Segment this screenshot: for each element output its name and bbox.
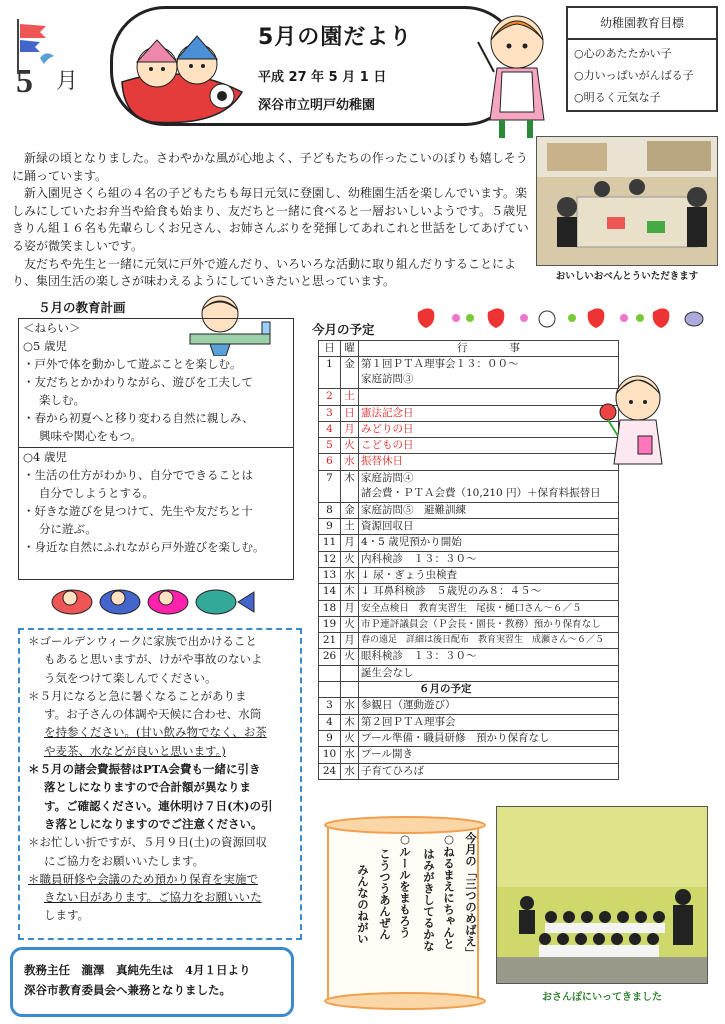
notice-line: します。 [44, 908, 90, 923]
notices-text [28, 632, 296, 925]
header-day: 日 [319, 341, 341, 357]
scroll-line: みんなのねがい [356, 864, 370, 945]
scroll-line: ○ねるまえにちゃんと [442, 832, 456, 950]
table-row [319, 454, 619, 470]
cell-event [359, 357, 619, 389]
cell-day: 4 [319, 714, 341, 730]
notice-line: 落としになりますので合計額が異なりま [44, 780, 251, 795]
cell-dow: 日 [341, 405, 359, 421]
table-row [319, 616, 619, 632]
cell-event: プール準備・職員研修 預かり保育なし [359, 730, 619, 746]
lunch-photo-caption: おいしいおべんとういただきます [555, 271, 699, 282]
cell-dow: 水 [341, 763, 359, 779]
kids-koinobori-illustration [112, 22, 252, 132]
three-sprouts-text [332, 832, 482, 1002]
cell-dow: 月 [341, 535, 359, 551]
walk-group-photo [496, 806, 708, 984]
schedule-heading: 今月の予定 [312, 322, 375, 337]
notice-line: ＊５月の諸会費振替はPTA会費も一緒に引き [28, 762, 261, 777]
event-line: 諸会費・ＰＴＡ会費（10,210 円）＋保育料振替日 [361, 486, 601, 499]
table-row [319, 567, 619, 583]
cell-event: 参観日（運動遊び） [359, 698, 619, 714]
walk-photo-caption: おさんぽにいってきました [542, 992, 662, 1003]
cell-event: 第２回ＰＴＡ理事会 [359, 714, 619, 730]
cell-event: 資源回収日 [359, 519, 619, 535]
notice-line: にご協力をお願いいたします。 [44, 853, 205, 868]
cell-dow: 土 [341, 389, 359, 405]
cell-event: 憲法記念日 [359, 405, 619, 421]
notice-line: きない日があります。ご協力をお願いいた [44, 890, 262, 905]
cell-day: 8 [319, 502, 341, 518]
cell-dow: 月 [341, 600, 359, 616]
notice-line: す。ご確認ください。連休明け７日(木)の引 [44, 798, 273, 813]
cell-dow: 木 [341, 584, 359, 600]
cell-event: 安全点検日 教育実習生 尾抜・樋口さん〜６／５ [359, 600, 619, 616]
goal-item: ○心のあたたかい子 [574, 47, 672, 60]
cell-day: 26 [319, 649, 341, 665]
cell-dow: 火 [341, 730, 359, 746]
notice-line: ＊５月になると急に暑くなることがありま [28, 688, 247, 703]
cell-day: 7 [319, 470, 341, 502]
cell-day: 10 [319, 747, 341, 763]
education-plan-box [18, 318, 294, 580]
cell-event: 子育てひろば [359, 763, 619, 779]
cell-dow: 金 [341, 502, 359, 518]
cell-day: 24 [319, 763, 341, 779]
cell-dow: 月 [341, 633, 359, 649]
cell-dow: 金 [341, 357, 359, 389]
cell-day: 9 [319, 730, 341, 746]
notice-line: や麦茶、水などが良いと思います。) [44, 743, 226, 758]
plan-line: ・好きな遊びを見つけて、先生や友だちと十 [23, 504, 253, 518]
june-heading-row [319, 682, 619, 698]
girl-waving-illustration [472, 2, 562, 142]
cell-event: 誕生会なし [359, 665, 619, 681]
cell-event: プール開き [359, 747, 619, 763]
cell-event [359, 389, 619, 405]
notice-line: を持参ください。(甘い飲み物でなく、お茶 [44, 725, 267, 740]
event-line: 家庭訪問④ [361, 471, 414, 484]
cell-event: 内科検診 １３：３０〜 [359, 551, 619, 567]
plan-line: ・生活の仕方がわかり、自分でできることは [23, 468, 253, 482]
cell-day: 19 [319, 616, 341, 632]
cell-dow: 水 [341, 698, 359, 714]
cell-day: 3 [319, 405, 341, 421]
cell-day: 18 [319, 600, 341, 616]
month-logo [10, 14, 100, 99]
plan-line: ○5 歳児 [23, 339, 68, 353]
notice-line: もあると思いますが、けがや事故のないよ [44, 652, 263, 667]
cell-day: 21 [319, 633, 341, 649]
intro-paragraph: 友だちや先生と一緒に元気に戸外で遊んだり、いろいろな活動に取り組んだりすることにより、集団生活の楽しさが味わえるようにしていきたいと思っています。 [12, 256, 517, 289]
cell-event: 眼科検診 １３：３０〜 [359, 649, 619, 665]
table-row [319, 665, 619, 681]
table-row [319, 747, 619, 763]
table-row [319, 519, 619, 535]
event-line: 家庭訪問③ [361, 373, 414, 386]
header-dow: 曜 [341, 341, 359, 357]
cell-day [319, 665, 341, 681]
cell-dow: 水 [341, 454, 359, 470]
table-header-row [319, 341, 619, 357]
girl-with-flower-illustration [594, 364, 674, 474]
cell-dow: 火 [341, 551, 359, 567]
intro-paragraph: 新入園児さくら組の４名の子どもたちも毎日元気に登園し、幼稚園生活を楽しんでいます。楽しみにしていたお弁当や給食も始まり、友だちと一緒に食べると一層おいしいようです。５歳児きりん組１６名も先輩らしくお兄さん、お姉さんぶりを発揮してあれこれと世話をしてあげている姿が微笑ましいです。 [12, 186, 529, 253]
cell-event: ↓ 耳鼻科検診 ５歳児のみ８：４５〜 [359, 584, 619, 600]
cell-dow: 月 [341, 421, 359, 437]
cell-day: 1 [319, 357, 341, 389]
table-row [319, 535, 619, 551]
notice-line: ＊ゴールデンウィークに家族で出かけること [28, 634, 257, 648]
cell-day: 11 [319, 535, 341, 551]
education-plan-heading: ５月の教育計画 [38, 300, 126, 315]
scroll-line: ○ルールをまもろう [398, 832, 412, 938]
cell-event [359, 470, 619, 502]
cell-event: 振替休日 [359, 454, 619, 470]
table-row [319, 600, 619, 616]
plan-line: ・身近な自然にふれながら戸外遊びを楽しむ。 [23, 540, 265, 554]
notice-line: う気をつけて楽しんでください。 [44, 670, 217, 685]
cell-event: 家庭訪問⑤ 避難訓練 [359, 502, 619, 518]
schedule-table [318, 340, 619, 780]
fruit-animal-decoration [412, 304, 712, 330]
koinobori-month-icon [10, 14, 100, 99]
event-line: 第１回ＰＴＡ理事会１３：００〜 [361, 358, 519, 371]
lunch-photo [536, 136, 718, 266]
plan-line: 興味や関心をもつ。 [39, 429, 143, 443]
table-row [319, 633, 619, 649]
cell-day: 13 [319, 567, 341, 583]
scroll-line: 今月の「三つのめばえ」 [464, 832, 478, 959]
header-event: 行 事 [359, 341, 619, 357]
scroll-line: こうつうあんぜん [378, 848, 392, 940]
school-name: 深谷市立明戸幼稚園 [258, 98, 376, 113]
svg-text:月: 月 [56, 68, 79, 93]
staff-notice-line: 教務主任 瀧澤 真純先生は 4月１日より [24, 963, 251, 977]
cell-event: 春の遠足 詳細は後日配布 教育実習生 成瀬さん〜６／５ [359, 633, 619, 649]
cell-dow: 木 [341, 470, 359, 502]
cell-day: 14 [319, 584, 341, 600]
cell-event: ↓ 尿・ぎょう虫検査 [359, 567, 619, 583]
page-title: 5月の園だより [258, 25, 413, 50]
kindergarten-goals-box [566, 6, 718, 112]
plan-line: ・春から初夏へと移り変わる自然に親しみ、 [23, 411, 254, 425]
cell-dow: 火 [341, 438, 359, 454]
cell-day: 5 [319, 438, 341, 454]
plan-line: ・戸外で体を動かして遊ぶことを楽しむ。 [23, 357, 242, 371]
staff-notice-text [24, 960, 286, 1000]
cell-dow: 火 [341, 649, 359, 665]
cell-dow: 水 [341, 567, 359, 583]
plan-line: ○4 歳児 [19, 447, 293, 466]
goal-item: ○明るく元気な子 [574, 91, 661, 104]
cell-event: こどもの日 [359, 438, 619, 454]
table-row [319, 763, 619, 779]
table-row [319, 438, 619, 454]
plan-line: 楽しむ。 [39, 393, 85, 407]
intro-text [12, 150, 532, 291]
table-row [319, 551, 619, 567]
cell-dow: 土 [341, 519, 359, 535]
scroll-line: はみがきしてるかな [422, 848, 436, 952]
notice-line: ＊お忙しい折ですが、５月９日(土)の資源回収 [28, 835, 267, 850]
table-row [319, 584, 619, 600]
cell-event: 4・5 歳児預かり開始 [359, 535, 619, 551]
table-row [319, 470, 619, 502]
table-row [319, 405, 619, 421]
intro-paragraph: 新緑の頃となりました。さわやかな風が心地よく、子どもたちの作ったこいのぼりも嬉しそうに踊っています。 [12, 151, 528, 183]
notice-line: ＊職員研修や会議のため預かり保育を実施で [28, 871, 258, 886]
cell-event: みどりの日 [359, 421, 619, 437]
cell-event: 市Ｐ連評議員会（Ｐ会長・園長・教務）預かり保育なし [359, 616, 619, 632]
koinobori-kids-decoration [48, 584, 258, 618]
table-row [319, 714, 619, 730]
table-row [319, 502, 619, 518]
plan-line: ＜ねらい＞ [23, 321, 81, 335]
table-row [319, 698, 619, 714]
staff-notice-line: 深谷市教育委員会へ兼務となりました。 [24, 983, 231, 997]
goals-title: 幼稚園教育目標 [568, 8, 716, 40]
svg-text:5: 5 [16, 63, 33, 99]
cell-day: 12 [319, 551, 341, 567]
cell-dow: 火 [341, 616, 359, 632]
cell-day: 2 [319, 389, 341, 405]
plan-line: 自分でしようとする。 [39, 486, 154, 500]
table-row [319, 649, 619, 665]
cell-day: 4 [319, 421, 341, 437]
cell-dow: 水 [341, 747, 359, 763]
plan-line: ・友だちとかかわりながら、遊びを工夫して [23, 375, 253, 389]
cell-dow: 木 [341, 714, 359, 730]
goal-item: ○力いっぱいがんばる子 [574, 69, 694, 82]
plan-line: 分に遊ぶ。 [39, 522, 97, 536]
notice-line: き落としになりますのでご注意ください。 [44, 816, 263, 831]
cell-dow [341, 665, 359, 681]
cell-day: 3 [319, 698, 341, 714]
june-schedule-heading: ６月の予定 [359, 682, 619, 698]
notice-line: す。お子さんの体調や天候に合わせ、水筒 [44, 707, 262, 722]
cell-day: 6 [319, 454, 341, 470]
table-row [319, 389, 619, 405]
cell-day: 9 [319, 519, 341, 535]
issue-date: 平成 27 年 5 月 1 日 [258, 70, 387, 85]
table-row [319, 357, 619, 389]
table-row [319, 421, 619, 437]
table-row [319, 730, 619, 746]
